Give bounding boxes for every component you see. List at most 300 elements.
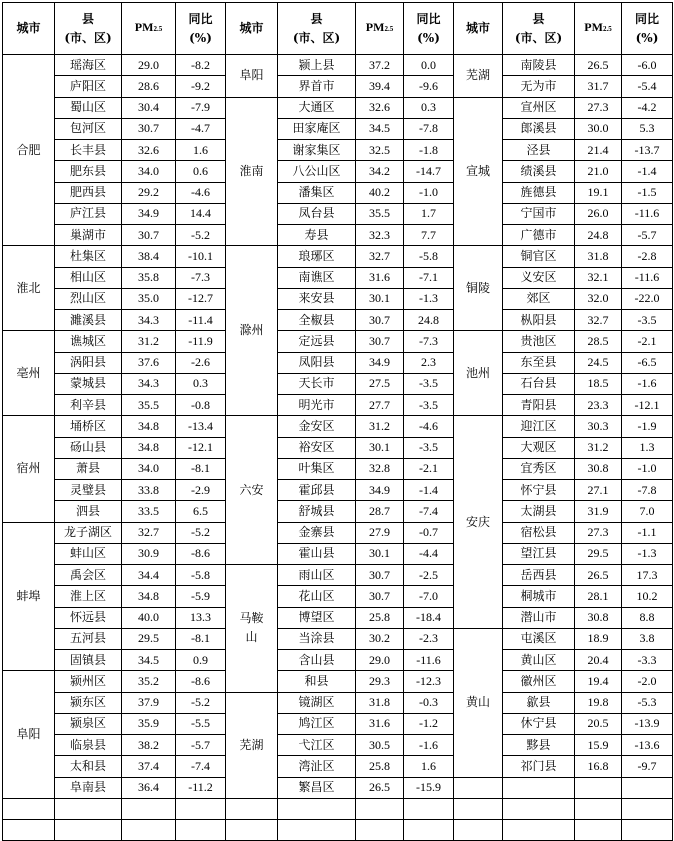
pm25-cell: 29.5	[122, 628, 176, 649]
header-county	[55, 3, 122, 55]
county-cell: 铜官区	[503, 246, 575, 267]
city-cell: 淮南	[226, 97, 278, 246]
county-cell: 大通区	[278, 97, 356, 118]
city-cell: 芜湖	[454, 55, 503, 98]
county-cell: 禹会区	[55, 565, 122, 586]
pm25-cell: 32.6	[122, 140, 176, 161]
yoy-cell: -1.2	[404, 713, 454, 734]
yoy-cell: -1.6	[622, 373, 673, 394]
table-row	[226, 97, 454, 118]
yoy-cell: -22.0	[622, 288, 673, 309]
header-yoy	[622, 3, 673, 55]
county-cell: 鸠江区	[278, 713, 356, 734]
header-pm25	[122, 3, 176, 55]
table-panel-1	[2, 2, 226, 841]
yoy-cell: -4.6	[176, 182, 226, 203]
yoy-cell: 0.3	[404, 97, 454, 118]
pm25-cell: 26.5	[356, 777, 404, 798]
empty-cell	[454, 798, 503, 819]
header-county-line2: (市、区)	[514, 30, 563, 45]
header-pm25	[575, 3, 622, 55]
county-cell: 镜湖区	[278, 692, 356, 713]
city-cell: 宣城	[454, 97, 503, 246]
header-pm-sub: 2.5	[384, 25, 394, 33]
yoy-cell: -18.4	[404, 607, 454, 628]
header-county-line1: 县	[532, 11, 545, 26]
city-cell: 阜阳	[3, 671, 55, 799]
pm25-cell: 30.0	[575, 118, 622, 139]
empty-cell	[575, 777, 622, 798]
table-row	[226, 692, 454, 713]
county-cell: 宣州区	[503, 97, 575, 118]
yoy-cell: -3.5	[404, 437, 454, 458]
county-cell: 青阳县	[503, 395, 575, 416]
city-cell: 滁州	[226, 246, 278, 416]
pm25-cell: 37.2	[356, 55, 404, 76]
county-cell: 霍山县	[278, 543, 356, 564]
yoy-cell: -5.9	[176, 586, 226, 607]
yoy-cell: -8.1	[176, 458, 226, 479]
county-cell: 全椒县	[278, 310, 356, 331]
header-county-line1: 县	[81, 11, 94, 26]
empty-cell	[3, 798, 55, 819]
pm25-cell: 34.5	[356, 118, 404, 139]
yoy-cell: -11.2	[176, 777, 226, 798]
empty-cell	[503, 820, 575, 841]
table-row	[3, 246, 226, 267]
yoy-cell: -5.7	[176, 735, 226, 756]
county-cell: 五河县	[55, 628, 122, 649]
pm25-cell: 35.9	[122, 713, 176, 734]
yoy-cell: 7.0	[622, 501, 673, 522]
city-cell: 淮北	[3, 246, 55, 331]
yoy-cell: -2.9	[176, 480, 226, 501]
header-county-line2: (市、区)	[292, 30, 341, 45]
city-cell: 合肥	[3, 55, 55, 246]
county-cell: 大观区	[503, 437, 575, 458]
county-cell: 蒙城县	[55, 373, 122, 394]
yoy-cell: -12.1	[176, 437, 226, 458]
yoy-cell: 14.4	[176, 203, 226, 224]
pm25-cell: 40.2	[356, 182, 404, 203]
county-cell: 宿松县	[503, 522, 575, 543]
pm25-cell: 32.7	[122, 522, 176, 543]
yoy-cell: -1.4	[622, 161, 673, 182]
pm25-cell: 40.0	[122, 607, 176, 628]
county-cell: 黟县	[503, 735, 575, 756]
yoy-cell: -5.7	[622, 225, 673, 246]
yoy-cell: -2.1	[404, 458, 454, 479]
pm25-cell: 29.3	[356, 671, 404, 692]
header-pm-sub: 2.5	[602, 25, 612, 33]
yoy-cell: 7.7	[404, 225, 454, 246]
yoy-cell: -1.4	[404, 480, 454, 501]
pm25-cell: 20.4	[575, 650, 622, 671]
county-cell: 萧县	[55, 458, 122, 479]
yoy-cell: -11.6	[622, 203, 673, 224]
empty-cell	[356, 798, 404, 819]
county-cell: 雨山区	[278, 565, 356, 586]
table-panel-2	[225, 2, 454, 841]
yoy-cell: -4.6	[404, 416, 454, 437]
pm25-county-table	[2, 2, 672, 797]
pm25-cell: 32.1	[575, 267, 622, 288]
pm25-cell: 37.4	[122, 756, 176, 777]
county-cell: 弋江区	[278, 735, 356, 756]
header-city: 城市	[454, 3, 503, 55]
header-city: 城市	[3, 3, 55, 55]
pm25-cell: 30.7	[356, 586, 404, 607]
empty-row	[3, 820, 226, 841]
table-row	[454, 331, 673, 352]
yoy-cell: 1.6	[404, 756, 454, 777]
county-cell: 界首市	[278, 76, 356, 97]
yoy-cell: -7.4	[176, 756, 226, 777]
table-row	[454, 97, 673, 118]
yoy-cell: -15.9	[404, 777, 454, 798]
yoy-cell: -1.5	[622, 182, 673, 203]
pm25-cell: 37.9	[122, 692, 176, 713]
pm25-cell: 19.1	[575, 182, 622, 203]
yoy-cell: -8.1	[176, 628, 226, 649]
pm25-cell: 31.6	[356, 267, 404, 288]
county-cell: 岳西县	[503, 565, 575, 586]
county-cell: 颍泉区	[55, 713, 122, 734]
county-cell: 肥东县	[55, 161, 122, 182]
county-cell: 泗县	[55, 501, 122, 522]
pm25-cell: 31.7	[575, 76, 622, 97]
county-cell: 潜山市	[503, 607, 575, 628]
pm25-cell: 26.5	[575, 565, 622, 586]
county-cell: 枞阳县	[503, 310, 575, 331]
county-cell: 和县	[278, 671, 356, 692]
yoy-cell: -11.4	[176, 310, 226, 331]
yoy-cell: -12.1	[622, 395, 673, 416]
pm25-cell: 35.5	[356, 203, 404, 224]
pm25-cell: 18.5	[575, 373, 622, 394]
yoy-cell: -2.3	[404, 628, 454, 649]
yoy-cell: 5.3	[622, 118, 673, 139]
pm25-cell: 34.9	[122, 203, 176, 224]
empty-cell	[55, 798, 122, 819]
pm25-cell: 35.2	[122, 671, 176, 692]
header-yoy-line2: (%)	[635, 30, 659, 45]
yoy-cell: -5.2	[176, 522, 226, 543]
pm25-cell: 19.4	[575, 671, 622, 692]
yoy-cell: -5.5	[176, 713, 226, 734]
county-cell: 裕安区	[278, 437, 356, 458]
pm25-cell: 34.0	[122, 458, 176, 479]
pm25-cell: 24.8	[575, 225, 622, 246]
county-cell: 休宁县	[503, 713, 575, 734]
empty-cell	[176, 820, 226, 841]
pm25-cell: 37.6	[122, 352, 176, 373]
yoy-cell: -12.7	[176, 288, 226, 309]
table-row	[226, 246, 454, 267]
county-cell: 凤阳县	[278, 352, 356, 373]
yoy-cell: -7.8	[404, 118, 454, 139]
table-row	[454, 416, 673, 437]
county-cell: 杜集区	[55, 246, 122, 267]
yoy-cell: -13.9	[622, 713, 673, 734]
pm25-cell: 27.9	[356, 522, 404, 543]
yoy-cell: -10.1	[176, 246, 226, 267]
empty-cell	[55, 820, 122, 841]
county-cell: 祁门县	[503, 756, 575, 777]
county-cell: 舒城县	[278, 501, 356, 522]
county-cell: 灵璧县	[55, 480, 122, 501]
yoy-cell: -13.4	[176, 416, 226, 437]
county-cell: 龙子湖区	[55, 522, 122, 543]
pm25-cell: 30.8	[575, 607, 622, 628]
yoy-cell: -11.9	[176, 331, 226, 352]
pm25-cell: 32.3	[356, 225, 404, 246]
pm25-cell: 33.5	[122, 501, 176, 522]
yoy-cell: -7.8	[622, 480, 673, 501]
header-county	[278, 3, 356, 55]
city-cell: 安庆	[454, 416, 503, 629]
county-cell: 蚌山区	[55, 543, 122, 564]
yoy-cell: -5.2	[176, 692, 226, 713]
pm25-cell: 30.1	[356, 543, 404, 564]
pm25-cell: 32.7	[356, 246, 404, 267]
city-cell: 六安	[226, 416, 278, 565]
yoy-cell: -2.0	[622, 671, 673, 692]
yoy-cell: -7.9	[176, 97, 226, 118]
county-cell: 肥西县	[55, 182, 122, 203]
yoy-cell: -7.0	[404, 586, 454, 607]
pm25-cell: 38.4	[122, 246, 176, 267]
yoy-cell: -2.6	[176, 352, 226, 373]
yoy-cell: 17.3	[622, 565, 673, 586]
yoy-cell: -5.8	[404, 246, 454, 267]
city-cell: 黄山	[454, 628, 503, 777]
pm25-cell: 30.7	[122, 118, 176, 139]
pm25-cell: 34.4	[122, 565, 176, 586]
pm25-cell: 35.5	[122, 395, 176, 416]
pm25-cell: 29.0	[356, 650, 404, 671]
empty-cell	[122, 798, 176, 819]
pm25-cell: 35.8	[122, 267, 176, 288]
county-cell: 怀宁县	[503, 480, 575, 501]
county-cell: 田家庵区	[278, 118, 356, 139]
yoy-cell: -0.8	[176, 395, 226, 416]
county-cell: 歙县	[503, 692, 575, 713]
county-cell: 寿县	[278, 225, 356, 246]
yoy-cell: -5.4	[622, 76, 673, 97]
pm25-cell: 15.9	[575, 735, 622, 756]
empty-row	[226, 820, 454, 841]
city-cell: 宿州	[3, 416, 55, 522]
empty-cell	[622, 777, 673, 798]
pm25-cell: 34.8	[122, 586, 176, 607]
yoy-cell: -3.5	[404, 395, 454, 416]
yoy-cell: -1.9	[622, 416, 673, 437]
county-cell: 黄山区	[503, 650, 575, 671]
yoy-cell: 0.6	[176, 161, 226, 182]
pm25-cell: 30.1	[356, 288, 404, 309]
county-cell: 濉溪县	[55, 310, 122, 331]
yoy-cell: -2.1	[622, 331, 673, 352]
yoy-cell: -2.8	[622, 246, 673, 267]
yoy-cell: 1.7	[404, 203, 454, 224]
pm25-cell: 34.3	[122, 310, 176, 331]
county-cell: 义安区	[503, 267, 575, 288]
pm25-cell: 32.5	[356, 140, 404, 161]
pm25-cell: 38.2	[122, 735, 176, 756]
pm25-cell: 28.5	[575, 331, 622, 352]
city-cell: 阜阳	[226, 55, 278, 98]
pm25-cell: 30.1	[356, 437, 404, 458]
county-cell: 凤台县	[278, 203, 356, 224]
yoy-cell: -8.6	[176, 543, 226, 564]
pm25-cell: 26.0	[575, 203, 622, 224]
county-cell: 颍东区	[55, 692, 122, 713]
county-cell: 望江县	[503, 543, 575, 564]
yoy-cell: -8.2	[176, 55, 226, 76]
pm25-cell: 23.3	[575, 395, 622, 416]
header-yoy	[176, 3, 226, 55]
yoy-cell: -1.1	[622, 522, 673, 543]
empty-cell	[575, 820, 622, 841]
county-cell: 桐城市	[503, 586, 575, 607]
yoy-cell: 8.8	[622, 607, 673, 628]
county-cell: 石台县	[503, 373, 575, 394]
pm25-cell: 27.5	[356, 373, 404, 394]
pm25-cell: 34.8	[122, 437, 176, 458]
county-cell: 无为市	[503, 76, 575, 97]
header-row	[454, 3, 673, 55]
county-cell: 叶集区	[278, 458, 356, 479]
yoy-cell: -6.0	[622, 55, 673, 76]
empty-cell	[503, 798, 575, 819]
county-cell: 包河区	[55, 118, 122, 139]
county-cell: 蜀山区	[55, 97, 122, 118]
yoy-cell: -11.6	[404, 650, 454, 671]
empty-row	[226, 798, 454, 819]
empty-row	[454, 798, 673, 819]
pm25-cell: 18.9	[575, 628, 622, 649]
pm25-cell: 28.7	[356, 501, 404, 522]
yoy-cell: -5.8	[176, 565, 226, 586]
pm25-cell: 30.8	[575, 458, 622, 479]
empty-cell	[622, 820, 673, 841]
county-cell: 郊区	[503, 288, 575, 309]
empty-row	[454, 820, 673, 841]
pm25-cell: 31.2	[575, 437, 622, 458]
city-cell: 池州	[454, 331, 503, 416]
pm25-cell: 28.1	[575, 586, 622, 607]
yoy-cell: -14.7	[404, 161, 454, 182]
header-row	[226, 3, 454, 55]
county-cell: 当涂县	[278, 628, 356, 649]
county-cell: 郎溪县	[503, 118, 575, 139]
table-row	[226, 55, 454, 76]
county-cell: 八公山区	[278, 161, 356, 182]
county-cell: 临泉县	[55, 735, 122, 756]
pm25-cell: 34.3	[122, 373, 176, 394]
pm25-cell: 27.7	[356, 395, 404, 416]
header-yoy-line2: (%)	[189, 30, 212, 45]
city-cell: 芜湖	[226, 692, 278, 798]
pm25-cell: 29.2	[122, 182, 176, 203]
county-cell: 相山区	[55, 267, 122, 288]
county-cell: 定远县	[278, 331, 356, 352]
pm25-cell: 25.8	[356, 607, 404, 628]
pm25-cell: 30.2	[356, 628, 404, 649]
pm25-cell: 39.4	[356, 76, 404, 97]
county-cell: 来安县	[278, 288, 356, 309]
yoy-cell: 3.8	[622, 628, 673, 649]
county-cell: 含山县	[278, 650, 356, 671]
table-row	[454, 628, 673, 649]
county-cell: 繁昌区	[278, 777, 356, 798]
county-cell: 涡阳县	[55, 352, 122, 373]
pm25-cell: 26.5	[575, 55, 622, 76]
empty-cell	[404, 820, 454, 841]
pm25-cell: 32.8	[356, 458, 404, 479]
yoy-cell: -4.4	[404, 543, 454, 564]
pm25-cell: 32.0	[575, 288, 622, 309]
yoy-cell: -13.6	[622, 735, 673, 756]
county-cell: 固镇县	[55, 650, 122, 671]
empty-cell	[575, 798, 622, 819]
empty-cell	[278, 820, 356, 841]
header-yoy-line1: 同比	[634, 11, 659, 26]
yoy-cell: -3.3	[622, 650, 673, 671]
county-cell: 瑶海区	[55, 55, 122, 76]
pm25-cell: 27.3	[575, 522, 622, 543]
header-row	[3, 3, 226, 55]
table-row	[3, 331, 226, 352]
empty-row	[3, 798, 226, 819]
city-cell: 亳州	[3, 331, 55, 416]
county-cell: 谢家集区	[278, 140, 356, 161]
header-yoy-line1: 同比	[188, 11, 213, 26]
header-yoy-line1: 同比	[416, 11, 441, 26]
pm25-cell: 29.0	[122, 55, 176, 76]
pm25-cell: 30.7	[356, 565, 404, 586]
city-cell: 马鞍山	[226, 565, 278, 693]
county-cell: 颍州区	[55, 671, 122, 692]
yoy-cell: -5.3	[622, 692, 673, 713]
county-cell: 巢湖市	[55, 225, 122, 246]
empty-cell	[503, 777, 575, 798]
county-cell: 太和县	[55, 756, 122, 777]
yoy-cell: 24.8	[404, 310, 454, 331]
yoy-cell: 0.3	[176, 373, 226, 394]
table-row	[3, 416, 226, 437]
yoy-cell: -1.6	[404, 735, 454, 756]
county-cell: 琅琊区	[278, 246, 356, 267]
yoy-cell: 0.0	[404, 55, 454, 76]
county-cell: 金安区	[278, 416, 356, 437]
header-pm-sub: 2.5	[153, 25, 163, 33]
table-row	[454, 55, 673, 76]
yoy-cell: -1.8	[404, 140, 454, 161]
county-cell: 迎江区	[503, 416, 575, 437]
table-row	[3, 522, 226, 543]
header-pm25	[356, 3, 404, 55]
yoy-cell: -3.5	[404, 373, 454, 394]
yoy-cell: 10.2	[622, 586, 673, 607]
pm25-cell: 29.5	[575, 543, 622, 564]
county-cell: 怀远县	[55, 607, 122, 628]
yoy-cell: -9.6	[404, 76, 454, 97]
county-cell: 霍邱县	[278, 480, 356, 501]
county-cell: 南谯区	[278, 267, 356, 288]
city-cell: 蚌埠	[3, 522, 55, 671]
